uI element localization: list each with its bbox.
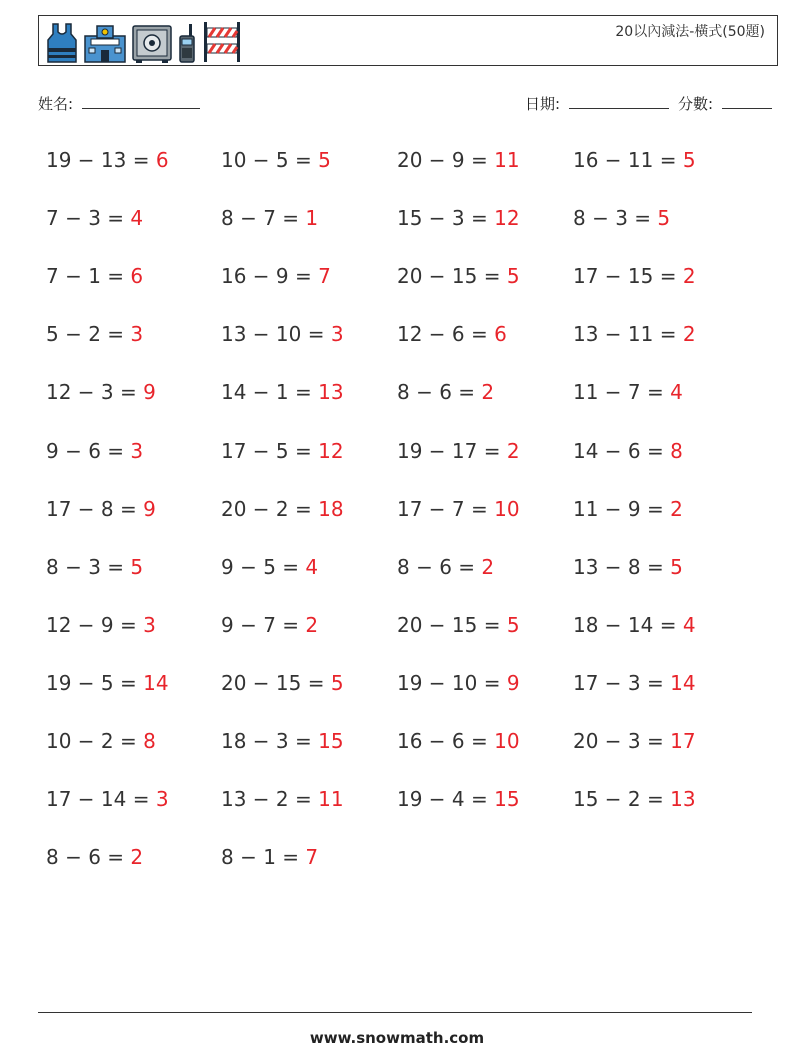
problem-question: 19 − 10 = <box>397 670 507 695</box>
problem-answer: 7 <box>318 264 331 289</box>
problem-item <box>397 555 494 579</box>
problem-item <box>573 439 683 463</box>
problem-answer: 2 <box>682 322 696 347</box>
problem-question: 7 − 1 = <box>46 264 131 289</box>
problem-question: 19 − 4 = <box>397 787 495 812</box>
problem-question: 17 − 5 = <box>221 438 319 463</box>
problem-item <box>397 380 494 404</box>
problem-question: 20 − 2 = <box>221 496 319 521</box>
problem-item <box>397 729 520 753</box>
problem-question: 9 − 6 = <box>46 438 131 463</box>
problem-item <box>221 497 344 521</box>
header-icons <box>45 19 243 64</box>
problem-question: 12 − 9 = <box>46 612 144 637</box>
problem-answer: 3 <box>330 322 344 347</box>
problem-answer: 2 <box>481 554 495 579</box>
problem-item <box>221 613 318 637</box>
vest-icon <box>45 22 79 64</box>
problem-item <box>46 555 143 579</box>
date-blank[interactable] <box>569 94 669 109</box>
problem-item <box>46 787 169 811</box>
problem-question: 20 − 15 = <box>397 264 507 289</box>
worksheet-header <box>38 15 778 66</box>
problem-question: 8 − 6 = <box>46 845 131 870</box>
problem-question: 16 − 9 = <box>221 264 319 289</box>
problem-answer: 5 <box>318 148 331 172</box>
problem-item <box>46 845 143 869</box>
problem-question: 12 − 6 = <box>397 322 495 347</box>
problem-answer: 2 <box>305 612 319 637</box>
footer-site: www.snowmath.com <box>309 1029 485 1047</box>
problem-answer: 15 <box>494 787 520 812</box>
problem-item <box>221 380 344 404</box>
problem-question: 11 − 9 = <box>573 496 671 521</box>
problem-answer: 15 <box>318 729 344 753</box>
problem-item <box>573 671 696 695</box>
problem-item <box>397 613 520 637</box>
walkie-talkie-icon <box>177 22 197 64</box>
problem-item <box>221 729 344 753</box>
problem-answer: 3 <box>130 322 144 347</box>
problem-answer: 1 <box>305 206 319 231</box>
problem-item <box>573 555 683 579</box>
problem-question: 17 − 3 = <box>573 670 671 695</box>
problem-answer: 8 <box>143 729 156 753</box>
problem-answer: 6 <box>130 264 144 289</box>
problem-answer: 6 <box>155 148 169 172</box>
problem-question: 8 − 6 = <box>397 554 482 579</box>
name-field <box>38 93 200 114</box>
problem-item <box>573 729 696 753</box>
problem-answer: 4 <box>670 380 683 405</box>
problem-answer: 5 <box>330 670 344 695</box>
problem-question: 19 − 13 = <box>46 148 156 172</box>
problem-answer: 9 <box>143 496 156 521</box>
problem-question: 17 − 7 = <box>397 496 495 521</box>
road-barrier-icon <box>201 20 243 64</box>
problem-question: 8 − 6 = <box>397 380 482 405</box>
problem-question: 15 − 3 = <box>397 206 495 231</box>
problem-question: 9 − 5 = <box>221 554 306 579</box>
problem-item <box>397 148 520 172</box>
problem-item <box>46 671 169 695</box>
problem-item <box>46 439 143 463</box>
problem-item <box>221 322 344 346</box>
problem-answer: 3 <box>130 438 144 463</box>
problem-item <box>221 439 344 463</box>
problem-answer: 5 <box>506 612 520 637</box>
problem-question: 10 − 5 = <box>221 148 319 172</box>
problem-item <box>397 264 520 288</box>
problem-question: 18 − 14 = <box>573 612 683 637</box>
problem-question: 8 − 7 = <box>221 206 306 231</box>
problem-question: 10 − 2 = <box>46 729 144 753</box>
date-field <box>525 93 669 114</box>
safe-icon <box>131 24 173 64</box>
problem-item <box>221 845 318 869</box>
problem-answer: 2 <box>130 845 144 870</box>
problem-item <box>46 497 156 521</box>
problem-item <box>221 555 318 579</box>
problem-item <box>573 787 696 811</box>
problem-question: 7 − 3 = <box>46 206 131 231</box>
problem-item <box>221 264 331 288</box>
problem-answer: 3 <box>143 612 156 637</box>
problem-item <box>397 787 520 811</box>
problem-item <box>397 206 520 230</box>
problem-question: 20 − 15 = <box>397 612 507 637</box>
problem-question: 13 − 8 = <box>573 554 671 579</box>
score-field <box>678 93 772 114</box>
problem-answer: 9 <box>143 380 156 405</box>
problem-question: 13 − 2 = <box>221 787 319 812</box>
problem-item <box>573 148 696 172</box>
problem-item <box>46 148 169 172</box>
problem-answer: 4 <box>305 554 319 579</box>
problem-question: 8 − 3 = <box>46 554 131 579</box>
problem-question: 17 − 14 = <box>46 787 156 812</box>
score-label: 分數: <box>678 95 714 113</box>
problem-item <box>46 380 156 404</box>
problem-answer: 5 <box>130 554 144 579</box>
problem-item <box>221 787 344 811</box>
problem-question: 13 − 10 = <box>221 322 331 347</box>
name-blank[interactable] <box>82 94 200 109</box>
problem-answer: 13 <box>318 380 344 405</box>
problem-answer: 9 <box>506 670 520 695</box>
problem-question: 19 − 17 = <box>397 438 507 463</box>
problem-question: 8 − 3 = <box>573 206 658 231</box>
problem-answer: 5 <box>670 554 683 579</box>
problem-question: 12 − 3 = <box>46 380 144 405</box>
problem-answer: 12 <box>318 438 344 463</box>
problem-item <box>221 671 344 695</box>
problem-answer: 10 <box>494 496 520 521</box>
score-blank[interactable] <box>722 94 772 109</box>
problem-answer: 5 <box>506 264 520 289</box>
problem-answer: 14 <box>143 670 169 695</box>
problem-question: 15 − 2 = <box>573 787 671 812</box>
problem-question: 16 − 11 = <box>573 148 683 172</box>
problem-answer: 2 <box>481 380 495 405</box>
problem-answer: 2 <box>682 264 696 289</box>
problem-item <box>397 497 520 521</box>
problem-question: 17 − 15 = <box>573 264 683 289</box>
problem-item <box>46 613 156 637</box>
problem-answer: 2 <box>506 438 520 463</box>
problem-question: 17 − 8 = <box>46 496 144 521</box>
problem-item <box>397 322 507 346</box>
problem-question: 20 − 9 = <box>397 148 495 172</box>
problem-question: 20 − 15 = <box>221 670 331 695</box>
problem-answer: 5 <box>657 206 671 231</box>
problem-answer: 11 <box>494 148 520 172</box>
problem-answer: 11 <box>318 787 344 812</box>
problem-question: 20 − 3 = <box>573 729 671 753</box>
problem-answer: 10 <box>494 729 520 753</box>
problem-item <box>46 206 143 230</box>
problem-question: 14 − 1 = <box>221 380 319 405</box>
problem-answer: 14 <box>670 670 696 695</box>
problem-item <box>573 380 683 404</box>
problem-question: 18 − 3 = <box>221 729 319 753</box>
problem-item <box>573 497 683 521</box>
problem-item <box>221 148 331 172</box>
problem-question: 13 − 11 = <box>573 322 683 347</box>
problem-item <box>573 613 696 637</box>
problem-item <box>573 322 696 346</box>
name-label: 姓名: <box>38 95 74 113</box>
problem-item <box>46 322 143 346</box>
problem-answer: 2 <box>670 496 683 521</box>
problem-answer: 6 <box>494 322 507 347</box>
problem-item <box>573 264 696 288</box>
police-station-icon <box>83 22 127 64</box>
problem-answer: 13 <box>670 787 696 812</box>
problem-item <box>573 206 670 230</box>
problem-question: 16 − 6 = <box>397 729 495 753</box>
problem-answer: 7 <box>305 845 319 870</box>
problem-item <box>397 439 520 463</box>
problem-question: 19 − 5 = <box>46 670 144 695</box>
problem-answer: 5 <box>682 148 696 172</box>
problem-question: 5 − 2 = <box>46 322 131 347</box>
problem-item <box>46 264 143 288</box>
problem-answer: 18 <box>318 496 344 521</box>
date-label: 日期: <box>525 95 561 113</box>
problem-answer: 8 <box>670 438 683 463</box>
problem-question: 14 − 6 = <box>573 438 671 463</box>
problem-answer: 4 <box>682 612 696 637</box>
problem-answer: 17 <box>670 729 696 753</box>
footer-divider <box>38 1012 752 1013</box>
problem-item <box>221 206 318 230</box>
problem-question: 9 − 7 = <box>221 612 306 637</box>
problem-question: 11 − 7 = <box>573 380 671 405</box>
problem-question: 8 − 1 = <box>221 845 306 870</box>
problem-answer: 4 <box>130 206 144 231</box>
problem-answer: 3 <box>155 787 169 812</box>
worksheet-title: 20以內減法-橫式(50題) <box>615 24 765 40</box>
problem-item <box>397 671 520 695</box>
problem-item <box>46 729 156 753</box>
problem-answer: 12 <box>494 206 520 231</box>
